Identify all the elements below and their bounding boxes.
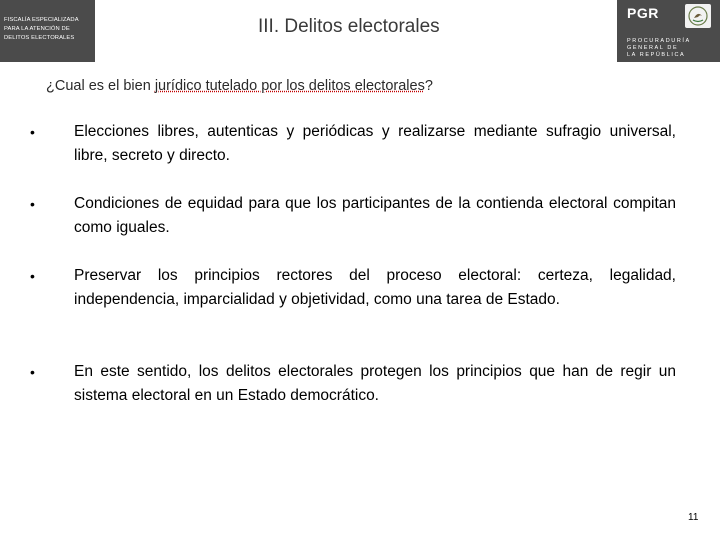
bullet-text: En este sentido, los delitos electorales protegen los principios que han de regir un sistema electoral en un Estado democrático. — [74, 363, 676, 404]
pgr-sub-line-1: PROCURADURÍA — [627, 38, 691, 44]
bullet-item — [30, 120, 676, 168]
agency-line-1: FISCALÍA ESPECIALIZADA — [4, 17, 79, 23]
bullet-item — [30, 192, 676, 240]
slide-question — [46, 78, 433, 94]
agency-line-3: DELITOS ELECTORALES — [4, 35, 75, 41]
pgr-logo — [617, 0, 720, 62]
question-suffix: ? — [424, 78, 433, 94]
slide-title: III. Delitos electorales — [258, 16, 440, 37]
mexico-seal-icon — [685, 4, 711, 28]
bullet-item — [30, 360, 676, 408]
agency-label-box — [0, 0, 95, 62]
bullet-symbol: • — [30, 196, 35, 212]
bullet-symbol: • — [30, 268, 35, 284]
pgr-sub-line-2: GENERAL DE — [627, 45, 679, 51]
bullet-text: Preservar los principios rectores del proceso electoral: certeza, legalidad, independencia, imparcialidad y objetividad, como una tarea de Estado. — [74, 267, 676, 308]
agency-line-2: PARA LA ATENCIÓN DE — [4, 26, 70, 32]
slide-header — [0, 0, 720, 64]
pgr-sub-line-3: LA REPÚBLICA — [627, 52, 686, 58]
question-prefix: ¿Cual es el bien — [46, 78, 155, 94]
bullet-item — [30, 264, 676, 312]
page-number: 11 — [688, 512, 699, 523]
bullet-symbol: • — [30, 364, 35, 380]
bullet-text: Condiciones de equidad para que los participantes de la contienda electoral compitan como iguales. — [74, 195, 676, 236]
bullet-symbol: • — [30, 124, 35, 140]
bullet-text: Elecciones libres, autenticas y periódicas y realizarse mediante sufragio universal, libre, secreto y directo. — [74, 123, 676, 164]
pgr-logo-text: PGR — [627, 5, 659, 21]
question-underlined: jurídico tutelado por los delitos electorales — [154, 78, 425, 94]
